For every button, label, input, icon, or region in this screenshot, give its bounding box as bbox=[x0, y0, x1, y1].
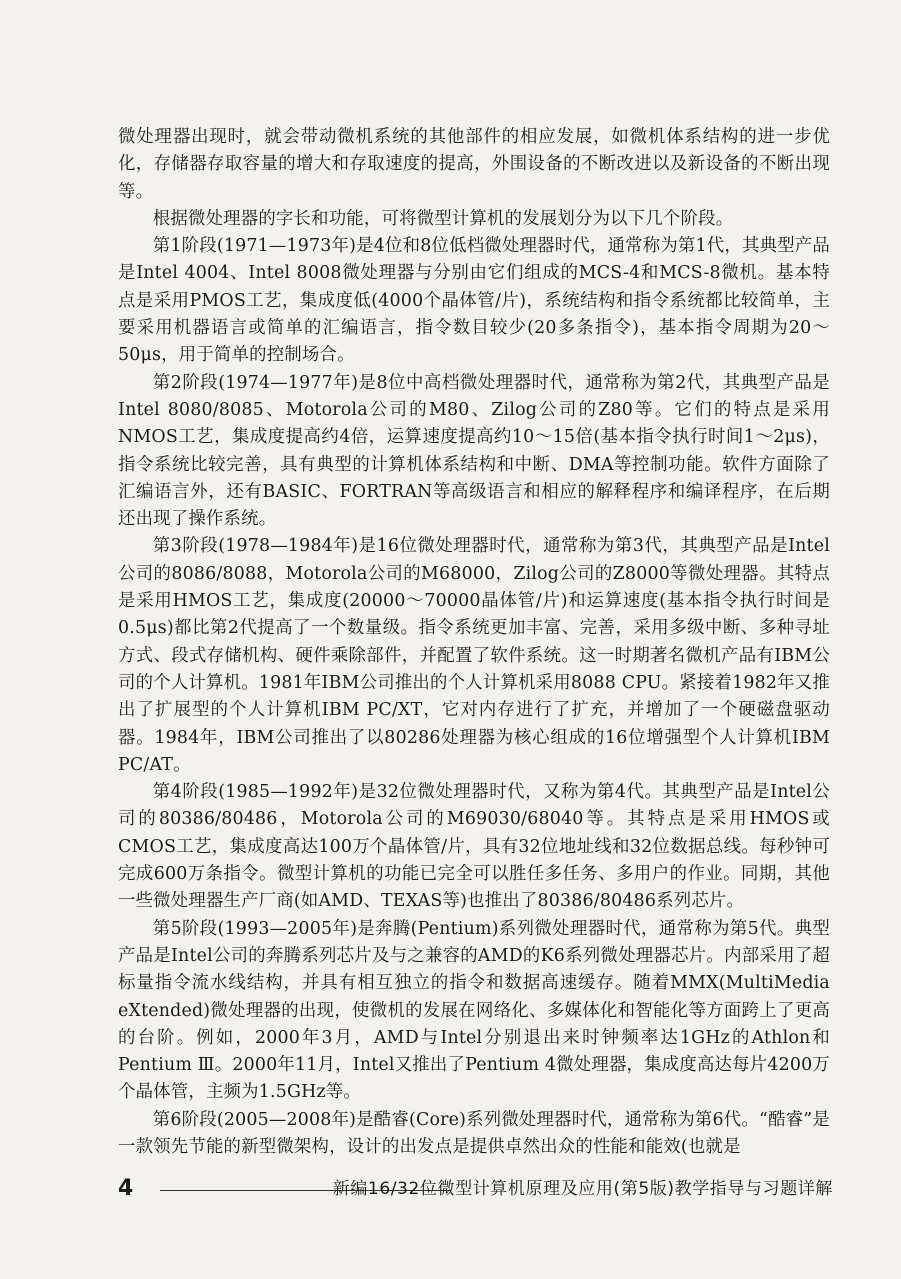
paragraph-stage-1: 第1阶段(1971—1973年)是4位和8位低档微处理器时代，通常称为第1代，其典型产品是Intel 4004、Intel 8008微处理器与分别由它们组成的MCS-4和MCS-8微机。基本特点是采用PMOS工艺，集成度低(4000个晶体管/片)，系统结构和指令系统都比较简单，主要采用机器语言或简单的汇编语言，指令数目较少(20多条指令)，基本指令周期为20～50μs，用于简单的控制场合。 bbox=[118, 236, 830, 366]
paragraph-stage-3: 第3阶段(1978—1984年)是16位微处理器时代，通常称为第3代，其典型产品是Intel公司的8086/8088，Motorola公司的M68000，Zilog公司的Z8000等微处理器。其特点是采用HMOS工艺，集成度(20000～70000晶体管/片)和运算速度(基本指令执行时间是0.5μs)都比第2代提高了一个数量级。指令系统更加丰富、完善，采用多级中断、多种寻址方式、段式存储机构、硬件乘除部件，并配置了软件系统。这一时期著名微机产品有IBM公司的个人计算机。1981年IBM公司推出的个人计算机采用8088 CPU。紧接着1982年又推出了扩展型的个人计算机IBM PC/XT，它对内存进行了扩充，并增加了一个硬磁盘驱动器。1984年，IBM公司推出了以80286处理器为核心组成的16位增强型个人计算机IBM PC/AT。 bbox=[118, 536, 830, 775]
page-body bbox=[118, 124, 830, 1161]
running-title: 新编16/32位微型计算机原理及应用(第5版)教学指导与习题详解 bbox=[332, 1179, 833, 1199]
paragraph-stage-4: 第4阶段(1985—1992年)是32位微处理器时代，又称为第4代。其典型产品是Intel公司的80386/80486，Motorola公司的M69030/68040等。其特点是采用HMOS或CMOS工艺，集成度高达100万个晶体管/片，具有32位地址线和32位数据总线。每秒钟可完成600万条指令。微型计算机的功能已完全可以胜任多任务、多用户的作业。同期，其他一些微处理器生产厂商(如AMD、TEXAS等)也推出了80386/80486系列芯片。 bbox=[118, 782, 830, 912]
page-footer bbox=[118, 1176, 833, 1202]
page-number: 4 bbox=[118, 1176, 134, 1201]
paragraph-intro: 根据微处理器的字长和功能，可将微型计算机的发展划分为以下几个阶段。 bbox=[152, 208, 734, 229]
paragraph-stage-6: 第6阶段(2005—2008年)是酷睿(Core)系列微处理器时代，通常称为第6代。“酷睿”是一款领先节能的新型微架构，设计的出发点是提供卓然出众的性能和能效(也就是 bbox=[118, 1109, 830, 1157]
paragraph-stage-5: 第5阶段(1993—2005年)是奔腾(Pentium)系列微处理器时代，通常称为第5代。典型产品是Intel公司的奔腾系列芯片及与之兼容的AMD的K6系列微处理器芯片。内部采用了超标量指令流水线结构，并具有相互独立的指令和数据高速缓存。随着MMX(MultiMedia eXtended)微处理器的出现，使微机的发展在网络化、多媒体化和智能化等方面跨上了更高的台阶。例如，2000年3月，AMD与Intel分别退出来时钟频率达1GHz的Athlon和Pentium Ⅲ。2000年11月，Intel又推出了Pentium 4微处理器，集成度高达每片4200万个晶体管，主频为1.5GHz等。 bbox=[118, 918, 830, 1103]
paragraph-stage-2: 第2阶段(1974—1977年)是8位中高档微处理器时代，通常称为第2代，其典型产品是Intel 8080/8085、Motorola公司的M80、Zilog公司的Z80等。它们的特点是采用NMOS工艺，集成度提高约4倍，运算速度提高约10～15倍(基本指令执行时间1～2μs)，指令系统比较完善，具有典型的计算机体系结构和中断、DMA等控制功能。软件方面除了汇编语言外，还有BASIC、FORTRAN等高级语言和相应的解释程序和编译程序，在后期还出现了操作系统。 bbox=[118, 372, 830, 530]
paragraph-continuation: 微处理器出现时，就会带动微机系统的其他部件的相应发展，如微机体系结构的进一步优化，存储器存取容量的增大和存取速度的提高，外围设备的不断改进以及新设备的不断出现等。 bbox=[118, 127, 830, 202]
